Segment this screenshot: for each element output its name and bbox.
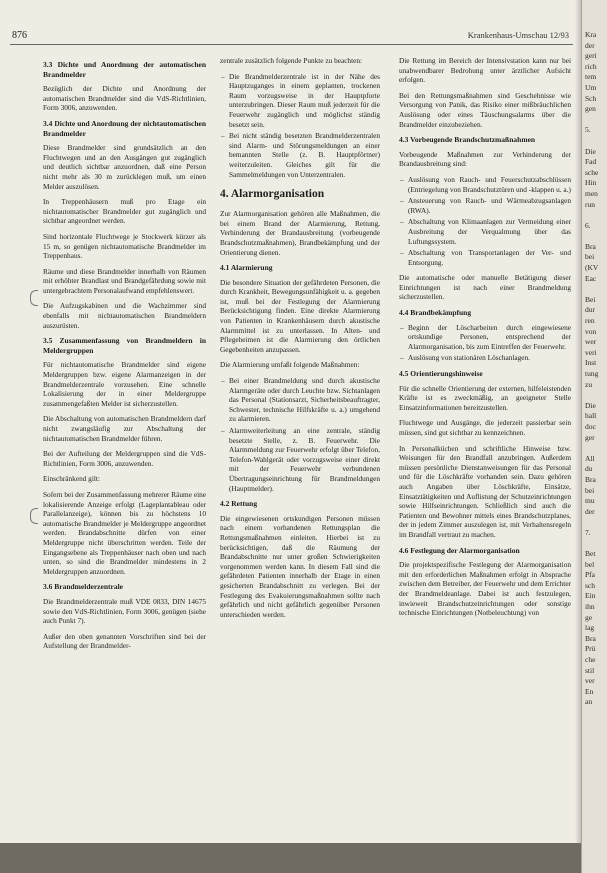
edge-text-fragment: zu: [585, 379, 593, 389]
edge-text-fragment: [582, 390, 607, 401]
edge-text-fragment: [582, 539, 607, 550]
adjacent-page-edge: [581, 0, 607, 873]
edge-text-fragment: 7.: [585, 527, 591, 537]
edge-text-fragment: bei: [585, 485, 595, 495]
paragraph: Bei den Rettungsmaßnahmen sind Geschehnisse wie Versorgung von Panik, das Risiko einer mißbräuchlichen Auslösung oder eines Täuschungsalarms über die Brandmelder einzubeziehen.: [399, 90, 571, 129]
subsection-heading: 3.5 Zusammenfassung von Brandmeldern in Meldergruppen: [43, 336, 206, 355]
page-number: 876: [12, 30, 27, 41]
edge-text-fragment: Die: [585, 400, 596, 410]
edge-text-fragment: En: [585, 686, 594, 696]
edge-text-fragment: 6.: [585, 220, 591, 230]
header-rule: [10, 44, 573, 45]
edge-text-fragment: Fad: [585, 157, 597, 167]
paragraph: Die Brandmelderzentrale muß VDE 0833, DIN 14675 sowie den VdS-Richtlinien, Form 3006, genügen (siehe auch Punkt 7).: [43, 596, 206, 626]
margin-pencil-mark: [30, 290, 38, 306]
edge-text-fragment: [582, 284, 607, 295]
edge-text-fragment: der: [585, 506, 595, 516]
edge-text-fragment: ge: [585, 612, 593, 622]
paragraph: Die projektspezifische Festlegung der Alarmorganisation mit den erforderlichen Maßnahmen erfolgt in Absprache zwischen dem Betreiber, der Feuerwehr und dem Errichter der Brandmeldeanlage. Dabei ist auch festzulegen, inwieweit Brandschutzeinrichtungen oder sonstige technische Einrichtungen (Notbeleuchtung) von: [399, 560, 571, 618]
edge-text-fragment: der: [585, 40, 595, 50]
edge-text-fragment: tem: [585, 72, 597, 82]
paragraph: Die eingewiesenen ortskundigen Personen müssen nach einem vorhandenen Rettungsplan die Rettungsmaßnahmen einleiten. Hierbei ist zu berücksichtigen, daß die Räumung der Brandabschnitte nur unter großen Schwierigkeiten vorgenommen werden kann. In diesem Fall sind die gefährdeten Patienten innerhalb der Etage in einen gesicherten Brandabschnitt zu verlegen. Bei der Festlegung des Evakuierungsmaßnahmen sollte nach gefährlich und nicht gefährlich gegenüber Personen unterschieden werden.: [220, 513, 380, 619]
edge-text-fragment: bel: [585, 559, 595, 569]
edge-text-fragment: ihn: [585, 602, 595, 612]
edge-text-fragment: Die: [585, 146, 596, 156]
edge-text-fragment: [582, 231, 607, 242]
edge-text-fragment: Kra: [585, 30, 597, 39]
list-item: – Auslösung von Rauch- und Feuerschutzabschlüssen (Entriegelung von Brandschutztüren und -klappen u. a.): [408, 175, 571, 194]
list-item: – Die Brandmelderzentrale ist in der Nähe des Hauptzuganges in einem geplanten, trockenen Raum vorzugsweise in der Hauptpforte unterzubringen. Dieser Raum muß jederzeit für die Feuerwehr zugänglich und möglichst ständig besetzt sein.: [229, 72, 380, 130]
edge-text-fragment: ver: [585, 676, 595, 686]
paragraph: In Treppenhäusern muß pro Etage ein nichtautomatischer Brandmelder gut zugänglich und sichtbar angeordnet werden.: [43, 197, 206, 226]
edge-text-fragment: 5.: [585, 125, 591, 135]
edge-text-fragment: Um: [585, 82, 597, 92]
edge-text-fragment: [582, 443, 607, 454]
paragraph: Fluchtwege und Ausgänge, die jederzeit passierbar sein müssen, sind gut sichtbar zu kennzeichnen.: [399, 418, 571, 437]
edge-text-fragment: bei: [585, 252, 595, 262]
subsection-heading: 3.6 Brandmelderzentrale: [43, 582, 123, 592]
paragraph: Die Abschaltung von automatischen Brandmeldern darf nicht zwangsläufig zur Abschaltung der nichtautomatischen Brandmelder führen.: [43, 414, 206, 443]
paragraph: Zur Alarmorganisation gehören alle Maßnahmen, die bei einem Brand der Alarmierung, Rettung, Verhinderung der Brandausbreitung (vorbeugende Brandschutzmaßnahmen), Brandbekämpfung und der Orientierung dienen.: [220, 209, 380, 257]
edge-text-fragment: (KV: [585, 263, 599, 273]
edge-text-fragment: Bra: [585, 633, 596, 643]
edge-text-fragment: [582, 210, 607, 221]
edge-text-fragment: mu: [585, 496, 595, 506]
edge-text-fragment: All: [585, 453, 595, 463]
paragraph: Die Rettung im Bereich der Intensivstation kann nur bei unabwendbarer Bedrohung unter ärztlicher Aufsicht erfolgen.: [399, 56, 571, 85]
bullet-list: [220, 376, 380, 493]
right-text-column: [399, 56, 571, 624]
edge-text-fragment: doc: [585, 421, 596, 431]
edge-text-fragment: Inst: [585, 358, 597, 368]
edge-text-fragment: geri: [585, 51, 597, 61]
edge-text-fragment: lag: [585, 623, 595, 633]
paragraph: Sind horizontale Fluchtwege je Stockwerk kürzer als 15 m, so genügen nichtautomatische Brandmelder im Treppenhaus.: [43, 231, 206, 261]
list-item: – Bei nicht ständig besetzten Brandmelderzentralen sind Alarm- und Störungsmeldungen an einer bemannten Stelle (z. B. Hauptpförtner) weiterzuleiten. Gleiches gilt für die Sammelmeldungen von Unterzentralen.: [229, 131, 380, 179]
paragraph: Für die schnelle Orientierung der externen, hilfeleistenden Kräfte ist es zweckmäßig, an geeigneter Stelle Einsatzinformationen bereitzustellen.: [399, 383, 571, 412]
paragraph: Bei der Aufteilung der Meldergruppen sind die VdS-Richtlinien, Form 3006, anzuwenden.: [43, 449, 206, 468]
edge-text-fragment: sch: [585, 580, 595, 590]
paragraph: Räume und diese Brandmelder innerhalb von Räumen mit erhöhter Brandlast und Brandgefährdung sowie mit untergebrachtem Personalaufwand empfehlenswert.: [43, 266, 206, 295]
edge-text-fragment: hall: [585, 411, 597, 421]
left-text-column: [43, 56, 206, 657]
paragraph: Bezüglich der Dichte und Anordnung der automatischen Brandmelder sind die VdS-Richtlinien, Form 3006, anzuwenden.: [43, 84, 206, 113]
edge-text-fragment: men: [585, 188, 598, 198]
section-heading: 4. Alarmorganisation: [220, 188, 325, 201]
paragraph: Sofern bei der Zusammenfassung mehrerer Räume eine lokalisierende Anzeige erfolgt (Lageplantableau oder Parallelanzeige), können bis zu höchstens 10 automatische Brandmelder je Meldergruppe angeordnet werden. Brandabschnitte dürfen von einer Meldergruppe nicht überschritten werden. Teile der Eingangsebene als Treppenhäuser nach oben und nach unten, so sind die Brandmelder mindestens in 2 Meldergruppen anzuordnen.: [43, 489, 206, 576]
paragraph: Vorbeugende Maßnahmen zur Verhinderung der Brandausbreitung sind:: [399, 149, 571, 169]
bullet-list: [399, 323, 571, 363]
list-item: – Alarmweiterleitung an eine zentrale, ständig besetzte Stelle, z. B. Feuerwehr. Die Alarmmeldung zur Feuerwehr erfolgt über Telefon, Telefon-Wahlgerät oder vorzugsweise einer direkt mit der Feuerwehr verbundenen Übertragungseinrichtung für Brandmeldungen (Hauptmelder).: [229, 426, 380, 493]
paragraph: Außer den oben genannten Vorschriften sind bei der Aufstellung der Brandmelder-: [43, 631, 206, 651]
list-item: – Bei einer Brandmeldung und durch akustische Alarmgeräte oder durch Leuchte bzw. Sichtanlagen das Personal (Stationsarzt, Sicherheitsbeauftragter, Schwester, technische Hilfskräfte u. a.) umgehend zu alarmieren.: [229, 376, 380, 424]
paragraph: Einschränkend gilt:: [43, 474, 100, 484]
edge-text-fragment: rich: [585, 61, 597, 71]
edge-text-fragment: Hin: [585, 178, 597, 188]
edge-text-fragment: Prü: [585, 644, 596, 654]
paragraph: Die besondere Situation der gefährdeten Personen, die durch Krankheit, Bewegungsunfähigkeit u. a. gegeben ist, muß bei der Festlegung der Alarmierung Berücksichtigung finden. Eine direkte Alarmierung von Patienten in Krankenhäusern durch akustische Alarmmittel ist zu unterlassen. In Alten- und Pflegeheimen ist die Alarmierung den örtlichen Gegebenheiten anzupassen.: [220, 277, 380, 354]
list-item: – Beginn der Löscharbeiten durch eingewiesene ortskundige Personen, entsprechend der Alarmorganisation, bis zum Eintreffen der Feuerwehr.: [408, 323, 571, 352]
edge-text-fragment: Ein: [585, 591, 596, 601]
paragraph: Die Alarmierung umfaßt folgende Maßnahmen:: [220, 360, 360, 370]
subsection-heading: 3.3 Dichte und Anordnung der automatischen Brandmelder: [43, 60, 206, 79]
edge-text-fragment: run: [585, 199, 595, 209]
subsection-heading: 4.2 Rettung: [220, 499, 258, 509]
subsection-heading: 4.6 Festlegung der Alarmorganisation: [399, 545, 520, 555]
running-title: Krankenhaus-Umschau 12/93: [467, 30, 569, 40]
edge-text-fragment: [582, 115, 607, 126]
paragraph: Für nichtautomatische Brandmelder sind eigene Meldergruppen bzw. eigene Alarmanzeigen in der Brandmelderzentrale vorzusehen. Eine schnelle Lokalisierung der in einer Meldergruppe zusammengefaßten Melder ist sicherzustellen.: [43, 360, 206, 408]
edge-text-fragment: Bra: [585, 474, 596, 484]
edge-text-fragment: wer: [585, 337, 597, 347]
subsection-heading: 4.1 Alarmierung: [220, 263, 273, 273]
subsection-heading: 3.4 Dichte und Anordnung der nichtautomatischen Brandmelder: [43, 118, 206, 138]
paragraph: Diese Brandmelder sind grundsätzlich an den Fluchtwegen und an den Ausgängen gut zugänglich und deutlich sichtbar anzuordnen, daß eine Person nicht mehr als 30 m zurücklegen muß, um einen Melder auszulösen.: [43, 143, 206, 191]
edge-text-fragment: gen: [585, 104, 596, 114]
bullet-list: [399, 175, 571, 267]
edge-text-fragment: Bra: [585, 241, 596, 251]
edge-text-fragment: von: [585, 326, 597, 336]
edge-text-fragment: du: [585, 464, 593, 474]
list-item: – Abschaltung von Transportanlagen der Ver- und Entsorgung.: [408, 248, 571, 267]
edge-text-fragment: [582, 136, 607, 147]
paragraph: zentrale zusätzlich folgende Punkte zu beachten:: [220, 56, 363, 65]
list-item: – Auslösung von stationären Löschanlagen.: [408, 353, 571, 363]
list-item: – Abschaltung von Klimaanlagen zur Vermeidung einer Ausbreitung der Verqualmung über das Luftungssystem.: [408, 217, 571, 246]
edge-text-fragment: che: [585, 655, 596, 665]
edge-text-fragment: ren: [585, 316, 595, 326]
edge-text-fragment: Bet: [585, 549, 596, 559]
edge-text-fragment: [582, 517, 607, 528]
edge-text-fragment: ger: [585, 432, 595, 442]
list-item: – Ansteuerung von Rauch- und Wärmeabzugsanlagen (RWA).: [408, 196, 571, 215]
edge-text-fragment: tung: [585, 369, 599, 378]
margin-pencil-mark: [30, 508, 38, 524]
subsection-heading: 4.4 Brandbekämpfung: [399, 308, 472, 318]
paragraph: In Personalküchen und schriftliche Hinweise bzw. Weisungen für den Brandfall anzubringen. Außerdem müssen persönliche Dienstanweisungen für das Personal und für die Löschkräfte vorhanden sein. Dazu gehören auch Angaben über Löschkräfte, Einsätze, Einsatztätigkeiten und Auflistung der Schutzeinrichtungen sowie Hilfseinrichtungen. Schließlich sind auch die Patienten und Bewohner mittels eines Brandschutzplanes, der in jedem Zimmer auszulegen ist, mit Verhaltensregeln im Brandfall vertraut zu machen.: [399, 443, 571, 539]
edge-text-fragment: Pfa: [585, 570, 595, 580]
edge-text-fragment: an: [585, 697, 593, 707]
paragraph: Die Aufzugskabinen und die Wachzimmer sind ebenfalls mit nichtautomatischen Brandmeldern auszurüsten.: [43, 301, 206, 330]
edge-text-fragment: stil: [585, 665, 595, 675]
edge-text-fragment: Sch: [585, 93, 597, 103]
edge-text-fragment: veri: [585, 347, 597, 357]
bullet-list: [220, 72, 380, 180]
middle-text-column: [220, 56, 380, 625]
paragraph: Die automatische oder manuelle Betätigung dieser Einrichtungen ist nach einer Brandmeldung sicherzustellen.: [399, 273, 571, 302]
edge-text-fragment: dur: [585, 305, 595, 315]
edge-text-fragment: Bei: [585, 294, 596, 304]
subsection-heading: 4.3 Vorbeugende Brandschutzmaßnahmen: [399, 135, 536, 145]
edge-text-fragment: Eac: [585, 273, 597, 283]
edge-text-fragment: sche: [585, 167, 599, 177]
subsection-heading: 4.5 Orientierungshinweise: [399, 369, 483, 379]
